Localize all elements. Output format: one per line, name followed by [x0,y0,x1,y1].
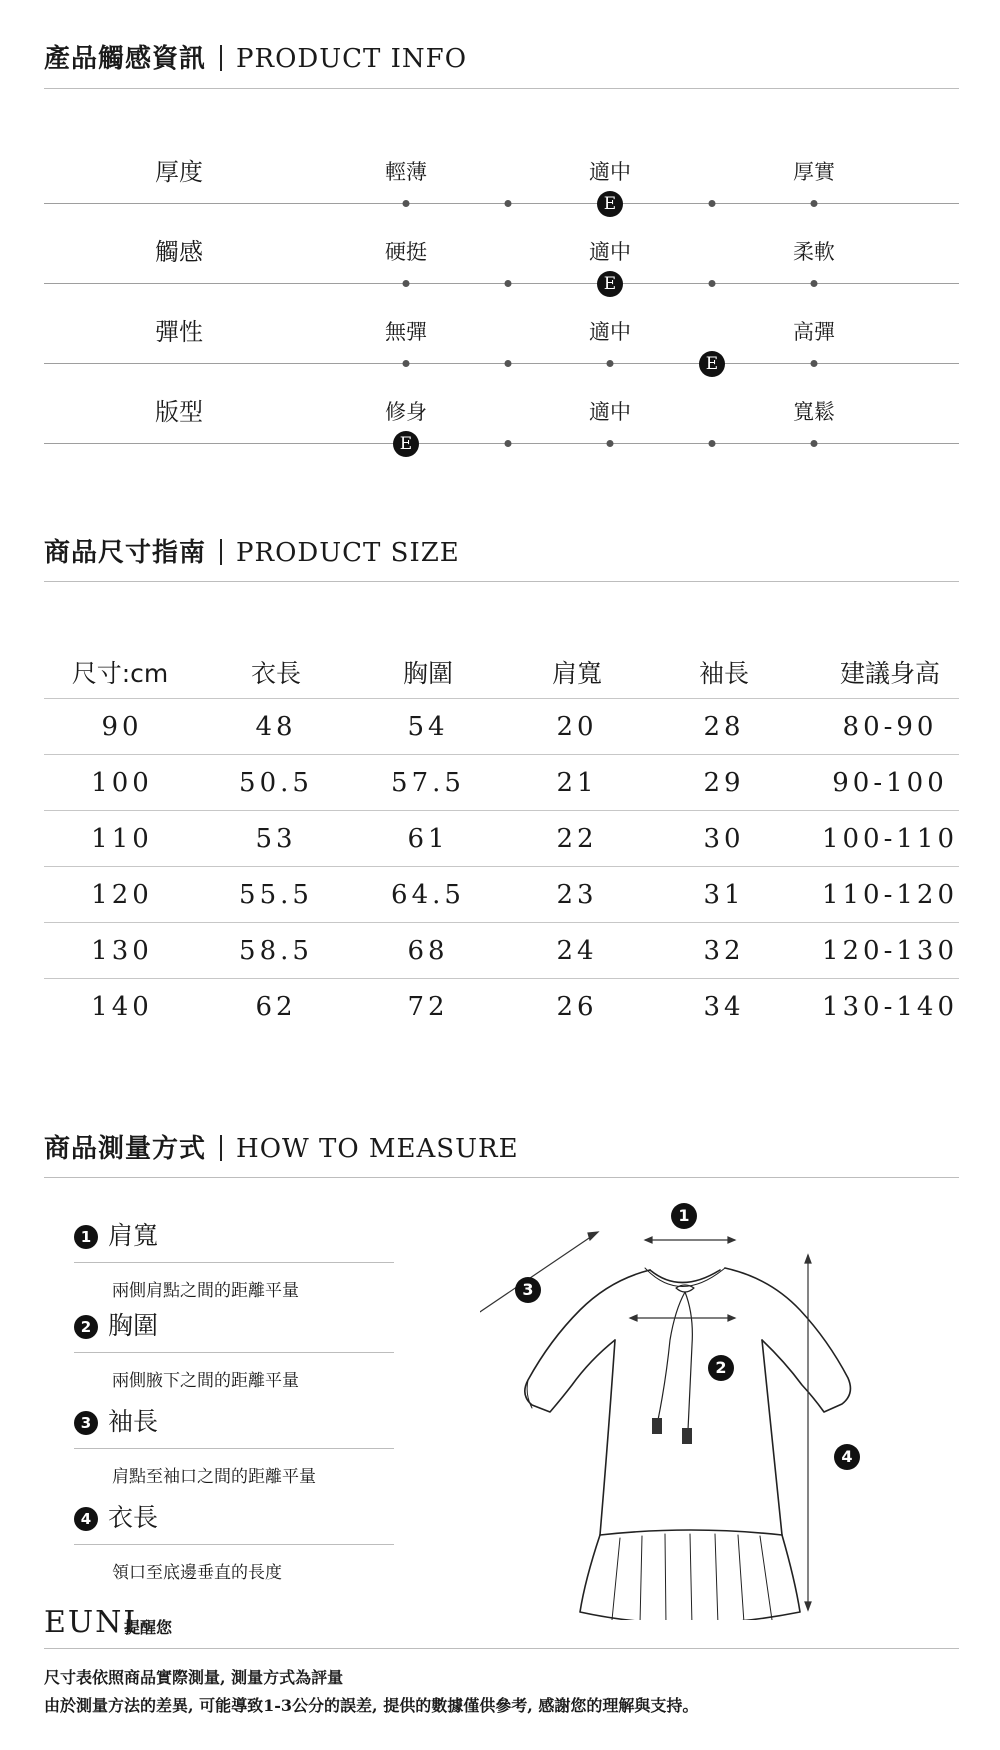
section-divider [44,1177,959,1178]
cell-shoulder: 23 [556,880,598,910]
dress-illustration [480,1180,880,1620]
scale-dot [403,200,410,207]
scale-dot [505,440,512,447]
scale-line [44,443,959,444]
cell-sleeve: 32 [703,936,745,966]
brand-logo: EUNI [44,1605,138,1640]
measure-item-shoulder [74,1216,394,1301]
info-option-mid: 適中 [589,320,631,344]
level-marker: E [597,191,623,217]
info-label: 觸感 [155,238,203,266]
cell-shoulder: 21 [556,768,598,798]
cell-height: 130-140 [821,992,959,1022]
measure-desc: 肩點至袖口之間的距離平量 [112,1467,316,1487]
cell-size: 120 [91,880,153,910]
scale-dot [811,200,818,207]
info-option-left: 無彈 [385,320,427,344]
size-table-header [44,654,959,698]
table-row-divider [44,922,959,923]
info-row-elasticity [0,312,1000,392]
info-label: 彈性 [155,318,203,346]
brand-reminder: 提醒您 [124,1618,173,1637]
info-option-right: 寬鬆 [793,400,835,424]
number-badge: 4 [74,1507,98,1531]
item-divider [74,1448,394,1449]
diagram-badge-4: 4 [834,1444,860,1470]
scale-dot [811,280,818,287]
scale-line [44,363,959,364]
table-row-divider [44,698,959,699]
measure-desc: 領口至底邊垂直的長度 [112,1563,282,1583]
cell-size: 110 [91,824,153,854]
measure-desc: 兩側腋下之間的距離平量 [112,1371,299,1391]
cell-length: 48 [255,712,297,742]
header-sleeve: 袖長 [698,659,750,688]
measure-item-chest [74,1306,394,1391]
item-divider [74,1262,394,1263]
cell-length: 58.5 [239,936,313,966]
diagram-badge-1: 1 [671,1203,697,1229]
product-size-title [44,532,460,569]
cell-chest: 72 [407,992,449,1022]
section-divider [44,88,959,89]
scale-dot [403,280,410,287]
number-badge: 1 [74,1225,98,1249]
header-height: 建議身高 [839,659,941,688]
cell-height: 80-90 [842,712,938,742]
note-line-1: 尺寸表依照商品實際測量, 測量方式為評量 [44,1668,344,1687]
scale-dot [505,200,512,207]
header-size: 尺寸:cm [71,659,169,688]
section-divider [44,581,959,582]
info-option-left: 修身 [385,400,427,424]
title-separator [220,1135,222,1161]
cell-sleeve: 31 [703,880,745,910]
product-info-title-en: PRODUCT INFO [236,44,468,74]
scale-dot [709,280,716,287]
scale-dot [811,360,818,367]
table-row-divider [44,866,959,867]
cell-height: 90-100 [832,768,948,798]
cell-chest: 64.5 [391,880,465,910]
scale-line [44,283,959,284]
level-marker: E [699,351,725,377]
info-option-right: 柔軟 [793,240,835,264]
cell-shoulder: 22 [556,824,598,854]
cell-size: 130 [91,936,153,966]
how-to-measure-title-zh: 商品測量方式 [44,1134,207,1164]
cell-length: 50.5 [239,768,313,798]
number-badge: 3 [74,1411,98,1435]
scale-dot [505,280,512,287]
info-option-left: 硬挺 [385,240,427,264]
info-row-touch [0,232,1000,312]
title-separator [220,539,222,565]
measure-desc: 兩側肩點之間的距離平量 [112,1281,299,1301]
scale-line [44,203,959,204]
scale-dot [811,440,818,447]
measure-name: 衣長 [108,1503,159,1532]
how-to-measure-title-en: HOW TO MEASURE [236,1134,519,1164]
cell-chest: 54 [407,712,449,742]
cell-height: 110-120 [821,880,959,910]
header-chest: 胸圍 [402,659,454,688]
product-info-title-zh: 產品觸感資訊 [44,44,207,74]
item-divider [74,1544,394,1545]
cell-size: 140 [91,992,153,1022]
measure-name: 肩寬 [108,1221,159,1250]
scale-dot [607,440,614,447]
info-option-mid: 適中 [589,160,631,184]
diagram-badge-2: 2 [708,1355,734,1381]
cell-sleeve: 29 [703,768,745,798]
cell-sleeve: 34 [703,992,745,1022]
cell-height: 120-130 [821,936,959,966]
cell-shoulder: 20 [556,712,598,742]
product-info-title [44,38,467,75]
info-option-mid: 適中 [589,240,631,264]
cell-chest: 61 [407,824,449,854]
info-option-right: 高彈 [793,320,835,344]
scale-dot [607,360,614,367]
cell-size: 100 [91,768,153,798]
number-badge: 2 [74,1315,98,1339]
scale-dot [709,200,716,207]
product-size-title-en: PRODUCT SIZE [236,538,460,568]
cell-chest: 68 [407,936,449,966]
level-marker: E [393,431,419,457]
info-option-left: 輕薄 [385,160,427,184]
info-option-mid: 適中 [589,400,631,424]
header-shoulder: 肩寬 [551,659,603,688]
scale-dot [709,440,716,447]
info-row-thickness [0,152,1000,232]
note-line-2: 由於測量方法的差異, 可能導致1-3公分的誤差, 提供的數據僅供參考, 感謝您的理解與支持。 [44,1696,699,1715]
item-divider [74,1352,394,1353]
measure-name: 胸圍 [108,1311,159,1340]
product-size-title-zh: 商品尺寸指南 [44,538,207,568]
scale-dot [403,360,410,367]
header-length: 衣長 [250,659,302,688]
measure-item-length [74,1498,394,1583]
title-separator [220,45,222,71]
info-label: 厚度 [155,158,203,186]
table-row-divider [44,978,959,979]
cell-chest: 57.5 [391,768,465,798]
cell-height: 100-110 [821,824,959,854]
cell-shoulder: 26 [556,992,598,1022]
table-row-divider [44,810,959,811]
cell-length: 53 [255,824,297,854]
measure-name: 袖長 [108,1407,159,1436]
scale-dot [505,360,512,367]
cell-length: 62 [255,992,297,1022]
cell-sleeve: 28 [703,712,745,742]
measure-item-sleeve [74,1402,394,1487]
footer-divider [44,1648,959,1649]
diagram-badge-3: 3 [515,1277,541,1303]
cell-shoulder: 24 [556,936,598,966]
cell-length: 55.5 [239,880,313,910]
table-row-divider [44,754,959,755]
info-label: 版型 [155,398,203,426]
cell-size: 90 [101,712,143,742]
cell-sleeve: 30 [703,824,745,854]
how-to-measure-title [44,1128,519,1165]
level-marker: E [597,271,623,297]
info-row-fit [0,392,1000,472]
info-option-right: 厚實 [793,160,835,184]
